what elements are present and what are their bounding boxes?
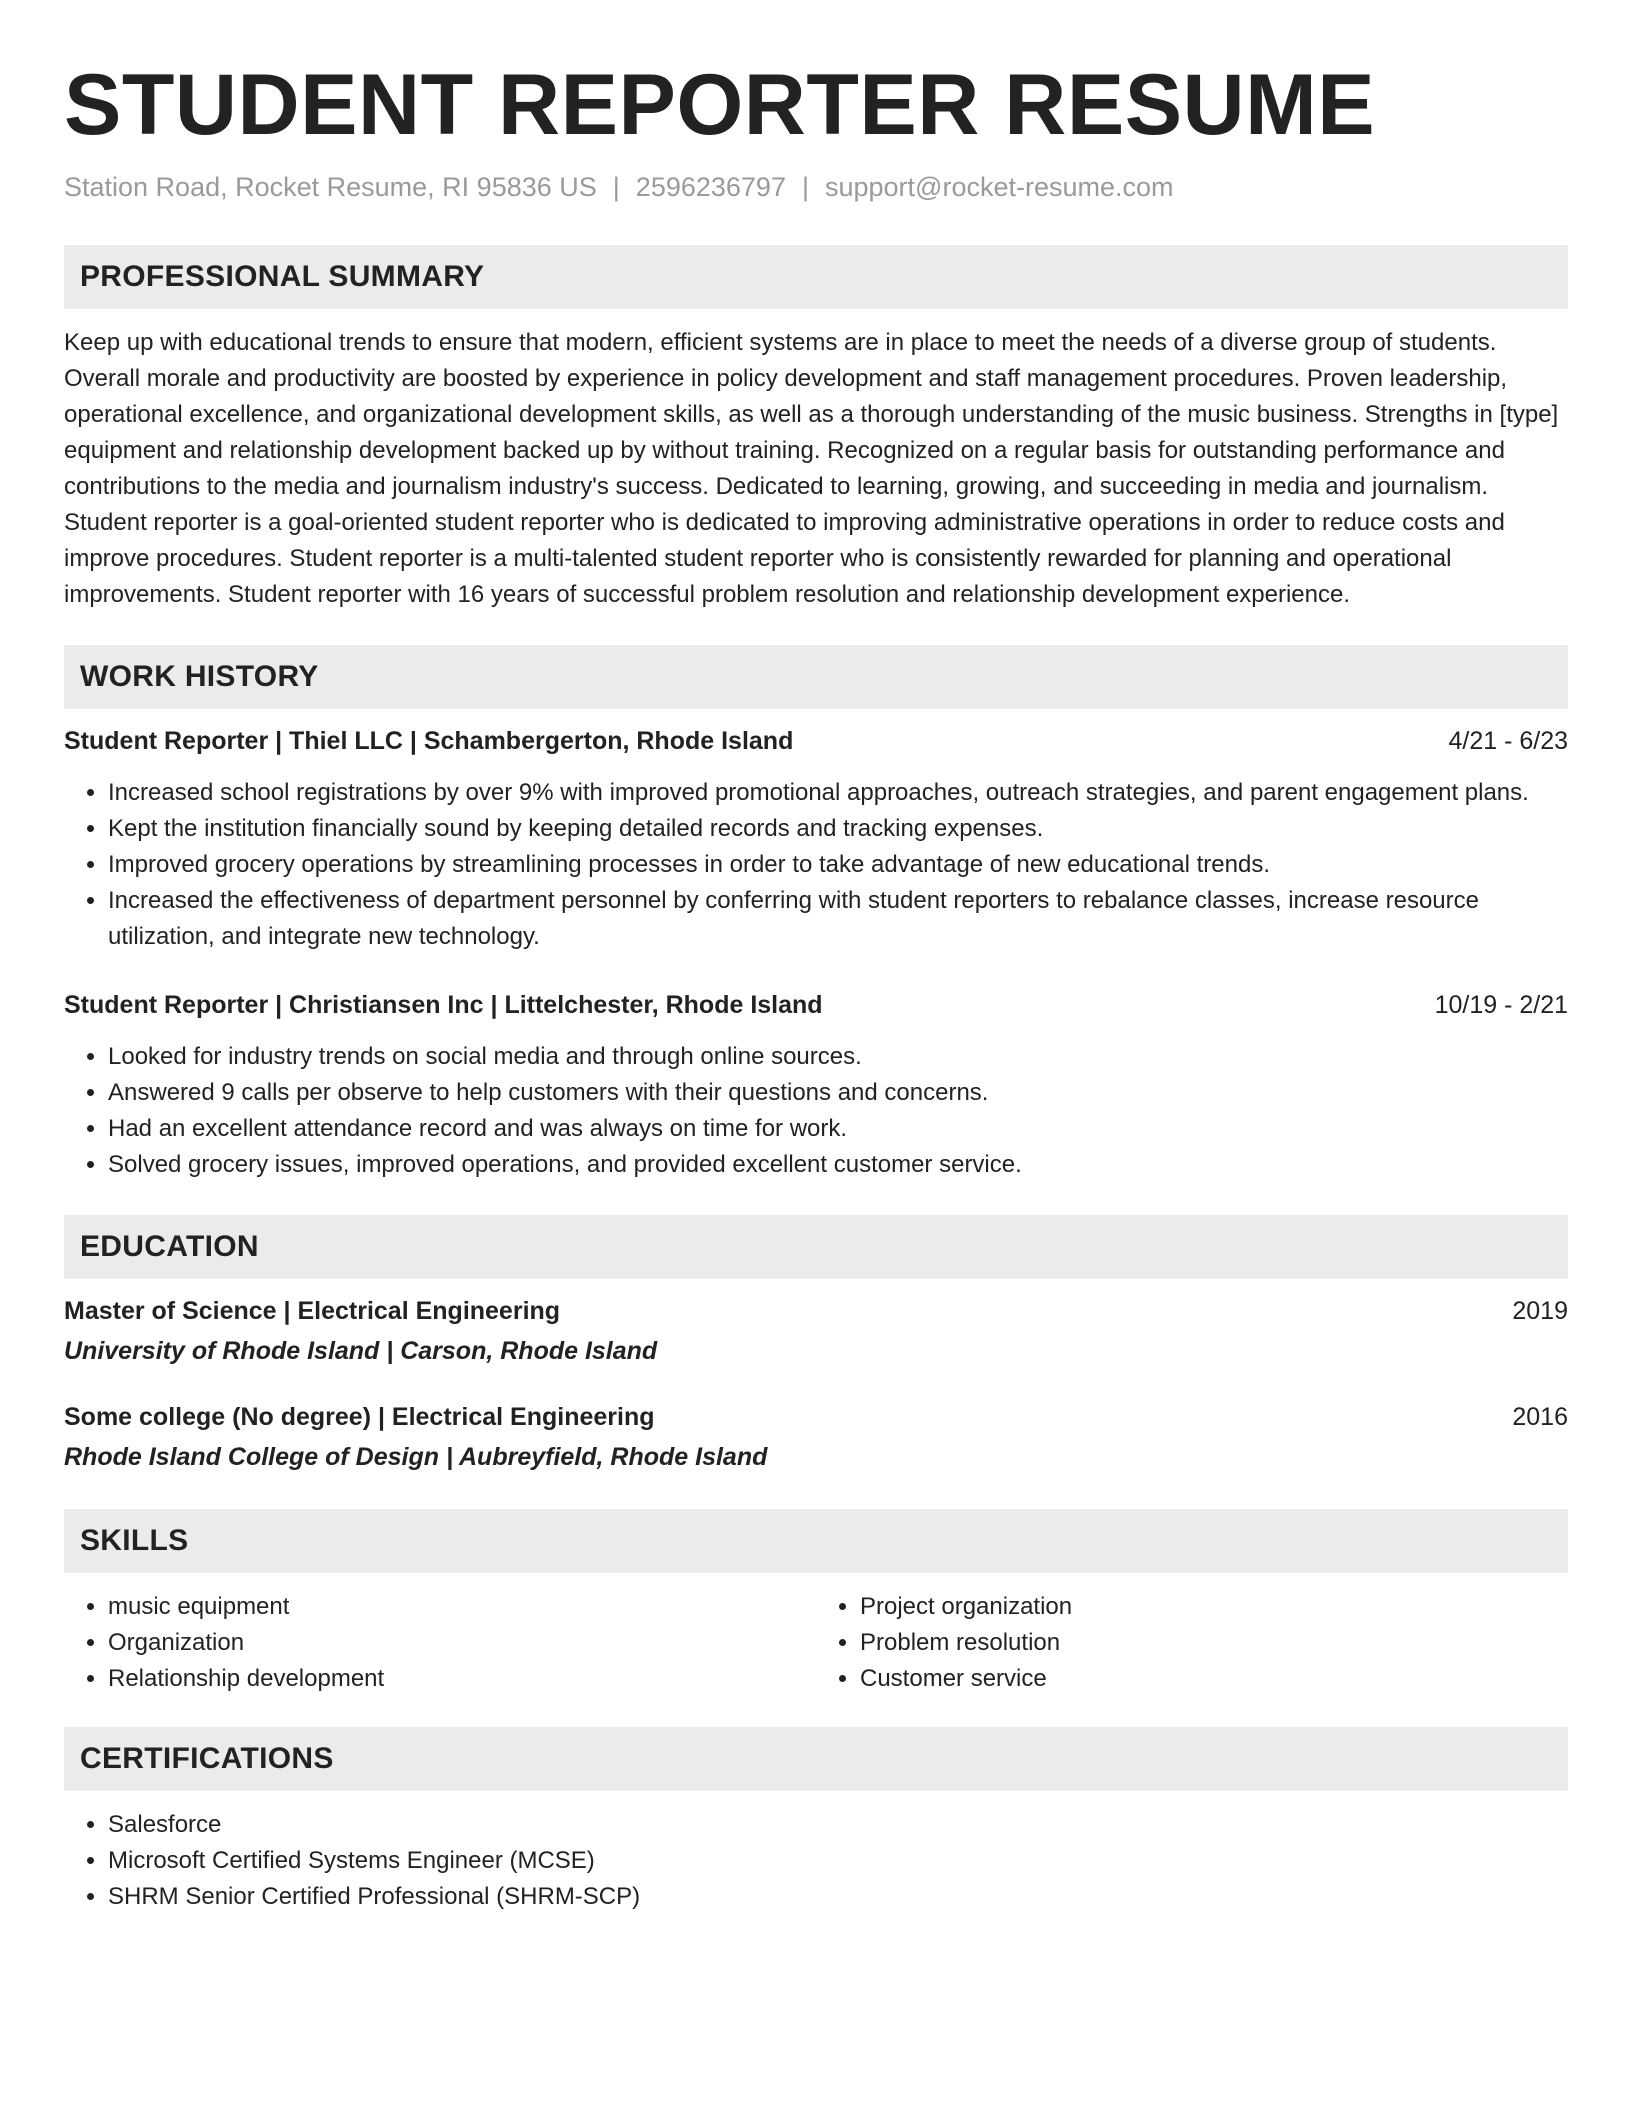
contact-address: Station Road, Rocket Resume, RI 95836 US [64, 172, 597, 202]
list-item: • Problem resolution [860, 1625, 1568, 1661]
list-item: • Microsoft Certified Systems Engineer (MCSE) [108, 1843, 1568, 1879]
contact-separator: | [801, 172, 809, 202]
list-item: • Organization [108, 1625, 816, 1661]
education-entry [64, 1293, 1568, 1369]
list-item: • Increased the effectiveness of department personnel by conferring with student reporters to rebalance classes, increase resource utilization, and integrate new technology. [108, 883, 1568, 955]
section-header-skills: SKILLS [64, 1509, 1568, 1573]
list-item: • Salesforce [108, 1807, 1568, 1843]
job-title: Student Reporter | Thiel LLC | Schambergerton, Rhode Island [64, 727, 794, 755]
list-item: • Increased school registrations by over 9% with improved promotional approaches, outreach strategies, and parent engagement plans. [108, 775, 1568, 811]
contact-phone: 2596236797 [635, 172, 786, 202]
graduation-year: 2019 [1512, 1297, 1568, 1325]
section-header-work-history: WORK HISTORY [64, 645, 1568, 709]
list-item: • Had an excellent attendance record and was always on time for work. [108, 1111, 1568, 1147]
job-entry [64, 987, 1568, 1183]
list-item: • Customer service [860, 1661, 1568, 1697]
list-item: • Answered 9 calls per observe to help customers with their questions and concerns. [108, 1075, 1568, 1111]
skills-list-right [816, 1589, 1568, 1697]
list-item: • Project organization [860, 1589, 1568, 1625]
job-dates: 10/19 - 2/21 [1434, 991, 1568, 1019]
education-header [64, 1399, 1568, 1435]
section-header-certifications: CERTIFICATIONS [64, 1727, 1568, 1791]
contact-line [64, 169, 1568, 205]
list-item: • music equipment [108, 1589, 816, 1625]
skills-grid [64, 1589, 1568, 1697]
job-bullets [64, 775, 1568, 955]
degree: Master of Science | Electrical Engineering [64, 1297, 561, 1325]
job-title: Student Reporter | Christiansen Inc | Littelchester, Rhode Island [64, 991, 823, 1019]
education-entry [64, 1399, 1568, 1475]
school-name: University of Rhode Island | Carson, Rhode Island [64, 1337, 658, 1365]
job-header [64, 723, 1568, 759]
list-item: • Improved grocery operations by streamlining processes in order to take advantage of new educational trends. [108, 847, 1568, 883]
resume-title: STUDENT REPORTER RESUME [64, 57, 1376, 153]
list-item: • Looked for industry trends on social media and through online sources. [108, 1039, 1568, 1075]
school-name: Rhode Island College of Design | Aubreyfield, Rhode Island [64, 1443, 768, 1471]
section-header-education: EDUCATION [64, 1215, 1568, 1279]
job-header [64, 987, 1568, 1023]
list-item: • Kept the institution financially sound by keeping detailed records and tracking expenses. [108, 811, 1568, 847]
degree: Some college (No degree) | Electrical Engineering [64, 1403, 655, 1431]
graduation-year: 2016 [1512, 1403, 1568, 1431]
skills-list-left [64, 1589, 816, 1697]
education-header [64, 1293, 1568, 1329]
job-entry [64, 723, 1568, 955]
list-item: • SHRM Senior Certified Professional (SHRM-SCP) [108, 1879, 1568, 1915]
contact-email: support@rocket-resume.com [824, 172, 1174, 202]
list-item: • Solved grocery issues, improved operations, and provided excellent customer service. [108, 1147, 1568, 1183]
summary-text: Keep up with educational trends to ensure that modern, efficient systems are in place to meet the needs of a diverse group of students. Overall morale and productivity are boosted by experience in policy development and staff management procedures. Proven leadership, operational excellence, and organizational development skills, as well as a thorough understanding of the music business. Strengths in [type] equipment and relationship development backed up by without training. Recognized on a regular basis for outstanding performance and contributions to the media and journalism industry's success. Dedicated to learning, growing, and succeeding in media and journalism. Student reporter is a goal-oriented student reporter who is dedicated to improving administrative operations in order to reduce costs and improve procedures. Student reporter is a multi-talented student reporter who is consistently rewarded for planning and operational improvements. Student reporter with 16 years of successful problem resolution and relationship development experience. [64, 329, 1559, 608]
certifications-list [64, 1807, 1568, 1915]
section-header-summary: PROFESSIONAL SUMMARY [64, 245, 1568, 309]
job-bullets [64, 1039, 1568, 1183]
contact-separator: | [612, 172, 620, 202]
list-item: • Relationship development [108, 1661, 816, 1697]
job-dates: 4/21 - 6/23 [1448, 727, 1568, 755]
